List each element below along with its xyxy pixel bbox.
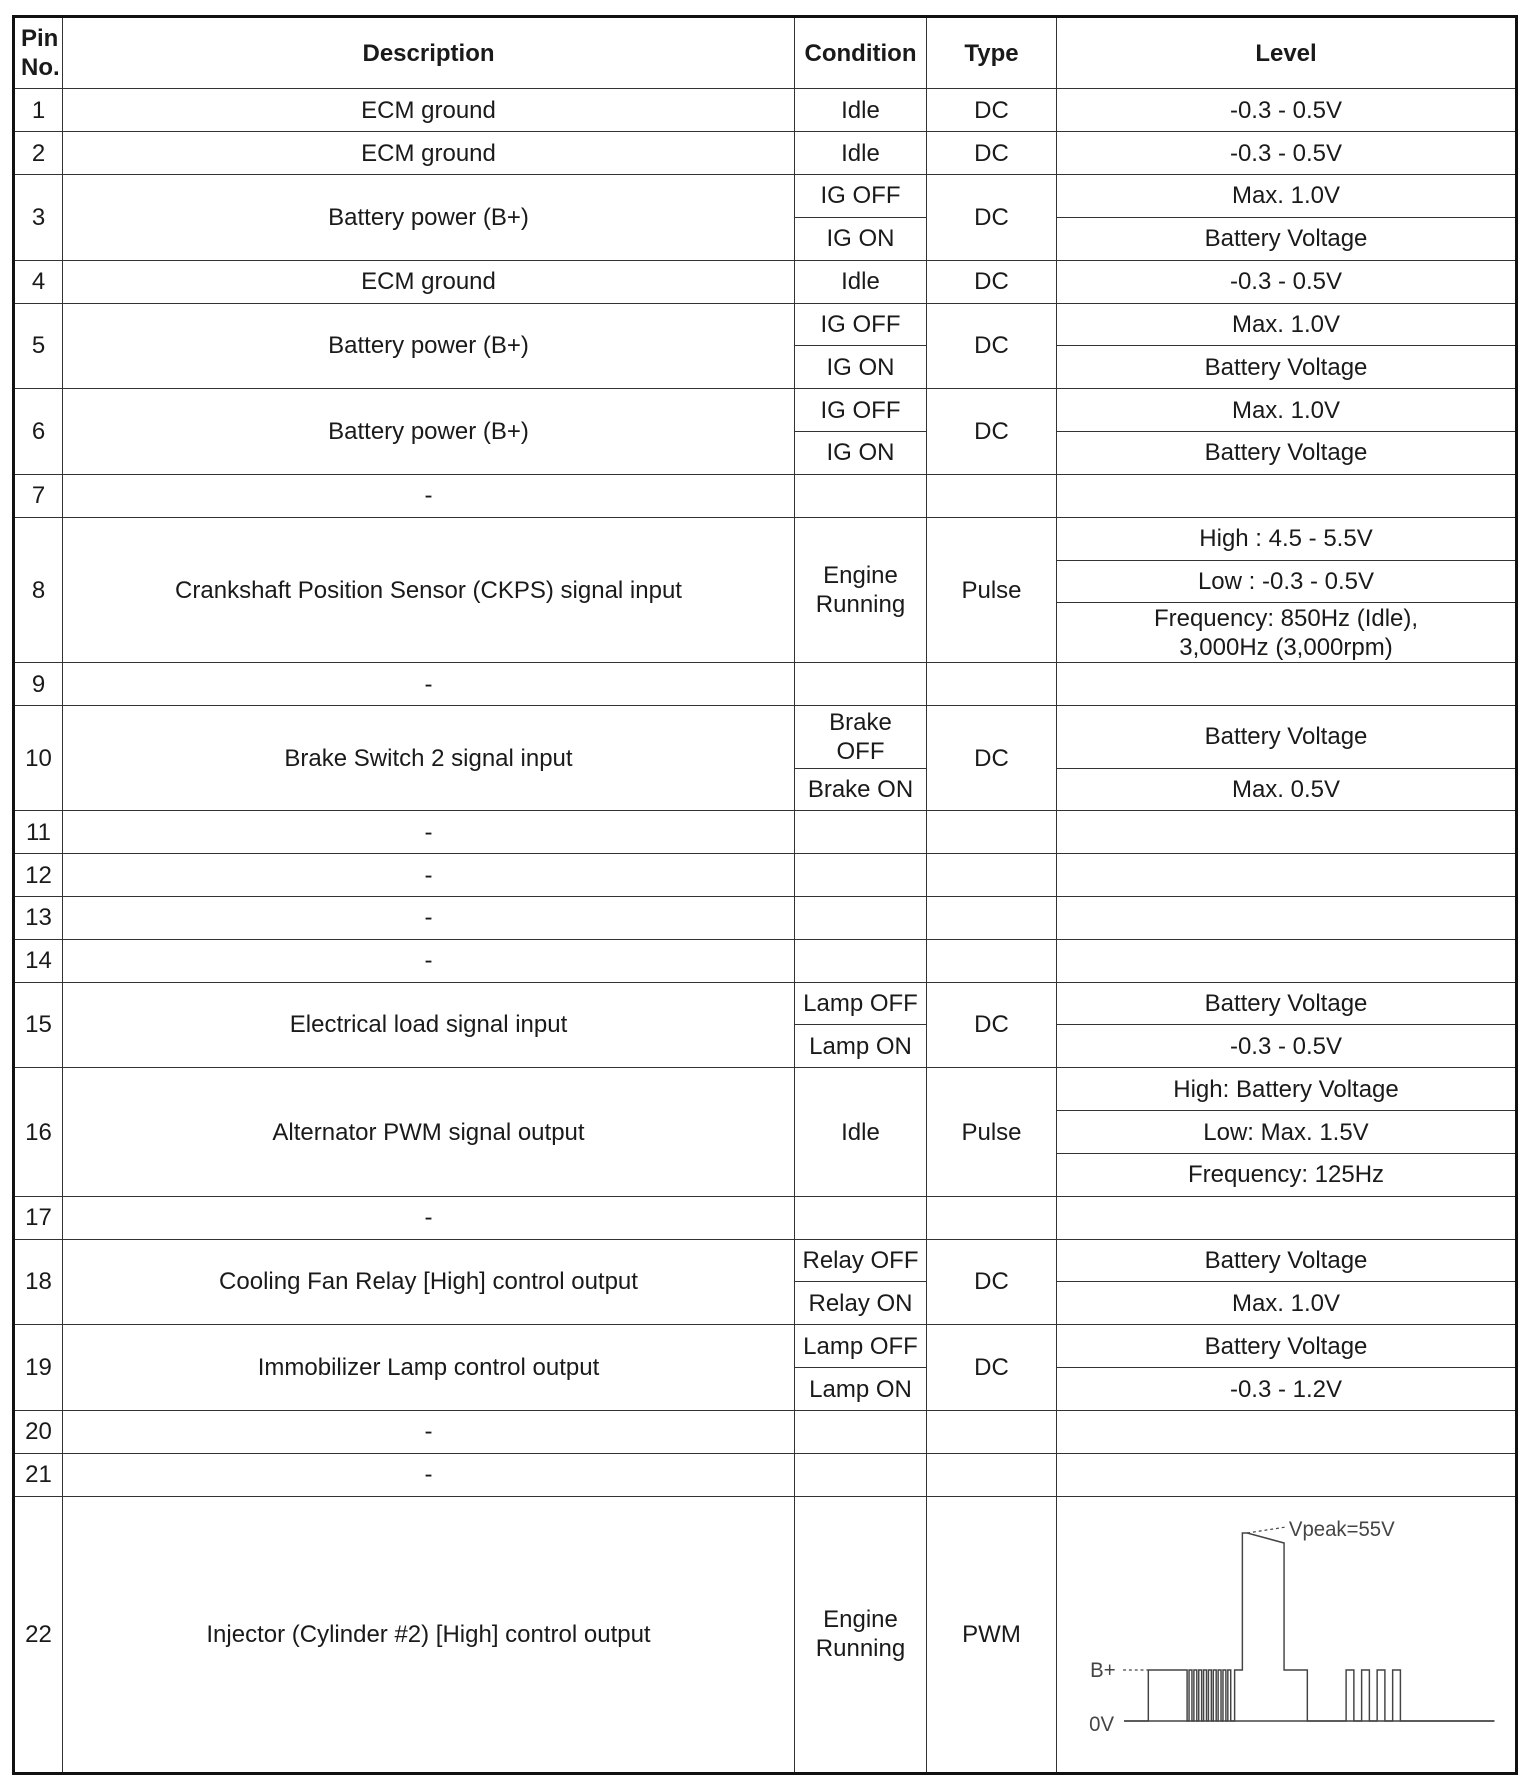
pin-type: DC xyxy=(927,132,1057,175)
pin-number: 5 xyxy=(14,303,63,389)
pin-description: Crankshaft Position Sensor (CKPS) signal input xyxy=(63,517,795,663)
pin-level: Battery Voltage xyxy=(1057,432,1517,475)
pin-condition: Lamp ON xyxy=(795,1368,927,1411)
pin-level: -0.3 - 0.5V xyxy=(1057,260,1517,303)
pin-description: ECM ground xyxy=(63,260,795,303)
header-type: Type xyxy=(927,17,1057,89)
pin-number: 2 xyxy=(14,132,63,175)
pin-description: Battery power (B+) xyxy=(63,175,795,261)
pin-type: Pulse xyxy=(927,517,1057,663)
pin-type xyxy=(927,897,1057,940)
pin-type: DC xyxy=(927,706,1057,811)
pin-number: 3 xyxy=(14,175,63,261)
pin-number: 8 xyxy=(14,517,63,663)
pin-number: 13 xyxy=(14,897,63,940)
pin-level: High : 4.5 - 5.5V xyxy=(1057,517,1517,560)
pin-type xyxy=(927,663,1057,706)
pin-type xyxy=(927,474,1057,517)
pin-level xyxy=(1057,1453,1517,1496)
pin-row-2 xyxy=(14,132,1517,175)
pin-type xyxy=(927,1453,1057,1496)
pin-row-3 xyxy=(14,175,1517,218)
pin-description: Battery power (B+) xyxy=(63,303,795,389)
pin-level xyxy=(1057,474,1517,517)
pin-condition: IG ON xyxy=(795,217,927,260)
header-row xyxy=(14,17,1517,89)
pin-level: Battery Voltage xyxy=(1057,1239,1517,1282)
pin-row-6 xyxy=(14,389,1517,432)
pin-number: 6 xyxy=(14,389,63,475)
pin-description: Cooling Fan Relay [High] control output xyxy=(63,1239,795,1325)
pin-row-21 xyxy=(14,1453,1517,1496)
pin-condition: IG ON xyxy=(795,432,927,475)
pin-description: - xyxy=(63,897,795,940)
header-level: Level xyxy=(1057,17,1517,89)
pin-type: DC xyxy=(927,175,1057,261)
pin-type xyxy=(927,1410,1057,1453)
pin-description: - xyxy=(63,854,795,897)
pin-level: -0.3 - 0.5V xyxy=(1057,132,1517,175)
pin-level: Max. 1.0V xyxy=(1057,389,1517,432)
pin-row-5 xyxy=(14,303,1517,346)
pin-condition xyxy=(795,854,927,897)
pin-condition: Engine Running xyxy=(795,517,927,663)
pin-condition: IG OFF xyxy=(795,175,927,218)
pin-description: - xyxy=(63,663,795,706)
pin-condition xyxy=(795,939,927,982)
header-pin-no: Pin No. xyxy=(14,17,63,89)
pin-type xyxy=(927,939,1057,982)
injector-waveform-line xyxy=(1124,1533,1494,1721)
pin-level xyxy=(1057,1196,1517,1239)
pin-type: DC xyxy=(927,1325,1057,1411)
pin-description: Battery power (B+) xyxy=(63,389,795,475)
pin-number: 15 xyxy=(14,982,63,1068)
pin-condition: IG OFF xyxy=(795,303,927,346)
pin-row-8 xyxy=(14,517,1517,560)
pin-row-17 xyxy=(14,1196,1517,1239)
pin-level: -0.3 - 1.2V xyxy=(1057,1368,1517,1411)
zero-volt-label: 0V xyxy=(1089,1713,1115,1737)
pin-level xyxy=(1057,939,1517,982)
pin-level: -0.3 - 0.5V xyxy=(1057,89,1517,132)
vpeak-label: Vpeak=55V xyxy=(1288,1518,1395,1542)
pin-table xyxy=(12,15,1518,1775)
pin-row-11 xyxy=(14,811,1517,854)
pin-level xyxy=(1057,663,1517,706)
pin-row-7 xyxy=(14,474,1517,517)
pin-row-12 xyxy=(14,854,1517,897)
pin-type xyxy=(927,811,1057,854)
pin-condition: Idle xyxy=(795,89,927,132)
pin-condition: Lamp OFF xyxy=(795,1325,927,1368)
pin-description: - xyxy=(63,811,795,854)
pin-condition: IG OFF xyxy=(795,389,927,432)
header-condition: Condition xyxy=(795,17,927,89)
pin-level: -0.3 - 0.5V xyxy=(1057,1025,1517,1068)
pin-number: 4 xyxy=(14,260,63,303)
pin-level: Max. 1.0V xyxy=(1057,303,1517,346)
pin-condition: Brake OFF xyxy=(795,706,927,768)
pin-type xyxy=(927,854,1057,897)
pin-row-14 xyxy=(14,939,1517,982)
pin-number: 11 xyxy=(14,811,63,854)
pin-level: High: Battery Voltage xyxy=(1057,1068,1517,1111)
pin-condition: Lamp ON xyxy=(795,1025,927,1068)
pin-level: Max. 1.0V xyxy=(1057,1282,1517,1325)
pin-table-body xyxy=(14,17,1517,1774)
pin-condition xyxy=(795,1196,927,1239)
injector-waveform-graphic xyxy=(1063,1500,1509,1768)
pin-type: DC xyxy=(927,303,1057,389)
pin-type: PWM xyxy=(927,1496,1057,1773)
pin-level: Battery Voltage xyxy=(1057,1325,1517,1368)
pin-description: Immobilizer Lamp control output xyxy=(63,1325,795,1411)
pin-condition: Lamp OFF xyxy=(795,982,927,1025)
pin-row-22 xyxy=(14,1496,1517,1773)
pin-level: Battery Voltage xyxy=(1057,982,1517,1025)
pin-condition xyxy=(795,897,927,940)
pin-number: 21 xyxy=(14,1453,63,1496)
pin-number: 14 xyxy=(14,939,63,982)
pin-level xyxy=(1057,1410,1517,1453)
pin-row-16 xyxy=(14,1068,1517,1111)
pin-condition xyxy=(795,663,927,706)
pin-row-13 xyxy=(14,897,1517,940)
pin-description: Alternator PWM signal output xyxy=(63,1068,795,1196)
pin-description: - xyxy=(63,939,795,982)
pin-condition: Relay ON xyxy=(795,1282,927,1325)
pin-description: ECM ground xyxy=(63,89,795,132)
pin-condition: Brake ON xyxy=(795,768,927,811)
pin-description: - xyxy=(63,1410,795,1453)
pin-description: Electrical load signal input xyxy=(63,982,795,1068)
pin-level: Frequency: 850Hz (Idle), 3,000Hz (3,000rpm) xyxy=(1057,603,1517,663)
pin-condition: Idle xyxy=(795,132,927,175)
pin-condition: Relay OFF xyxy=(795,1239,927,1282)
pin-level: Battery Voltage xyxy=(1057,346,1517,389)
pin-row-4 xyxy=(14,260,1517,303)
pin-type: DC xyxy=(927,1239,1057,1325)
pin-type: DC xyxy=(927,260,1057,303)
pin-number: 19 xyxy=(14,1325,63,1411)
pin-description: Brake Switch 2 signal input xyxy=(63,706,795,811)
pin-condition: Idle xyxy=(795,1068,927,1196)
pin-row-1 xyxy=(14,89,1517,132)
pin-condition xyxy=(795,1410,927,1453)
pin-type xyxy=(927,1196,1057,1239)
pin-number: 20 xyxy=(14,1410,63,1453)
pin-condition: Engine Running xyxy=(795,1496,927,1773)
pin-level: Battery Voltage xyxy=(1057,217,1517,260)
pin-level: Max. 1.0V xyxy=(1057,175,1517,218)
pin-level xyxy=(1057,811,1517,854)
pin-condition xyxy=(795,1453,927,1496)
pin-level: Battery Voltage xyxy=(1057,706,1517,768)
pin-description: - xyxy=(63,1196,795,1239)
pin-level: Max. 0.5V xyxy=(1057,768,1517,811)
pin-number: 10 xyxy=(14,706,63,811)
bplus-label: B+ xyxy=(1090,1659,1116,1683)
pin-row-19 xyxy=(14,1325,1517,1368)
pin-number: 16 xyxy=(14,1068,63,1196)
pin-level-waveform xyxy=(1057,1496,1517,1773)
pin-type: DC xyxy=(927,389,1057,475)
pin-type: Pulse xyxy=(927,1068,1057,1196)
pin-condition xyxy=(795,811,927,854)
pin-row-20 xyxy=(14,1410,1517,1453)
pin-level xyxy=(1057,897,1517,940)
pin-description: Injector (Cylinder #2) [High] control output xyxy=(63,1496,795,1773)
vpeak-leader-line xyxy=(1247,1527,1286,1533)
pin-number: 1 xyxy=(14,89,63,132)
pin-description: ECM ground xyxy=(63,132,795,175)
pin-number: 12 xyxy=(14,854,63,897)
pin-description: - xyxy=(63,1453,795,1496)
pin-number: 9 xyxy=(14,663,63,706)
pin-number: 17 xyxy=(14,1196,63,1239)
pin-number: 18 xyxy=(14,1239,63,1325)
header-description: Description xyxy=(63,17,795,89)
pin-level xyxy=(1057,854,1517,897)
pin-level: Low: Max. 1.5V xyxy=(1057,1111,1517,1154)
pin-description: - xyxy=(63,474,795,517)
pin-level: Low : -0.3 - 0.5V xyxy=(1057,560,1517,603)
pin-type: DC xyxy=(927,982,1057,1068)
pin-condition: Idle xyxy=(795,260,927,303)
pin-type: DC xyxy=(927,89,1057,132)
pin-level: Frequency: 125Hz xyxy=(1057,1153,1517,1196)
pin-row-9 xyxy=(14,663,1517,706)
pin-row-15 xyxy=(14,982,1517,1025)
pin-number: 7 xyxy=(14,474,63,517)
pin-condition: IG ON xyxy=(795,346,927,389)
pin-row-18 xyxy=(14,1239,1517,1282)
pin-number: 22 xyxy=(14,1496,63,1773)
pin-row-10 xyxy=(14,706,1517,768)
pin-condition xyxy=(795,474,927,517)
